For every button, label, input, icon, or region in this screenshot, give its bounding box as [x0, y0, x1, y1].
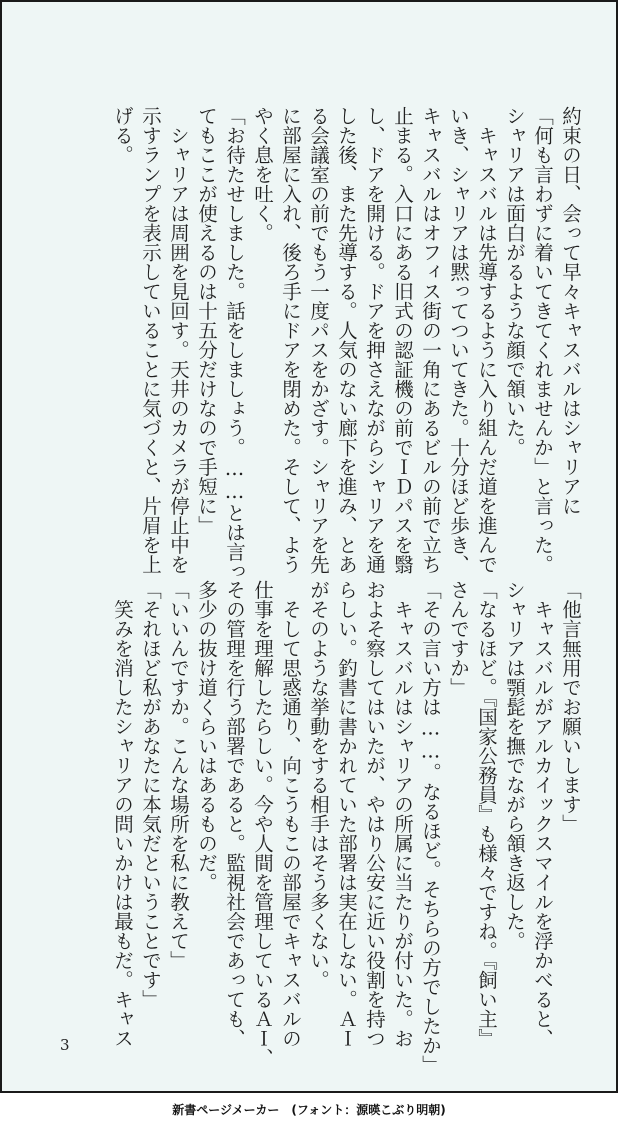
text-line: さんですか」 — [447, 580, 470, 697]
text-line: 「それほど私があなたに本気だということです」 — [139, 580, 162, 1009]
text-line: 示すランプを表示していることに気づくと、片眉を上 — [139, 106, 162, 574]
text-block-top — [108, 106, 584, 581]
text-line: キャスバルは先導するように入り組んだ道を進んで — [475, 106, 498, 574]
text-line: 多少の抜け道くらいはあるものだ。 — [195, 580, 218, 892]
text-line: 止まる。入口にある旧式の認証機の前でＩＤパスを翳 — [391, 106, 414, 574]
text-line: 「お待たせしました。話をしましょう。……とは言っ — [223, 106, 246, 581]
footer-caption: 新書ページメーカー (フォント：源暎こぶり明朝) — [172, 1103, 446, 1117]
text-line: シャリアは面白がるような顔で頷いた。 — [503, 106, 526, 457]
text-line: し、ドアを開ける。ドアを押さえながらシャリアを通 — [363, 106, 386, 574]
text-line: てもここが使えるのは十五分だけなので手短に」 — [195, 106, 218, 535]
text-line: シャリアは顎髭を撫でながら頷き返した。 — [503, 580, 526, 951]
text-line: その管理を行う部署であると。監視社会であっても、 — [223, 580, 246, 1048]
text-line: 「いいんですか。こんな場所を私に教えて」 — [167, 580, 190, 970]
text-line: らしい。釣書に書かれていた部署は実在しない。ＡＩ — [335, 580, 358, 1048]
text-line: およそ察してはいたが、やはり公安に近い役割を持つ — [363, 580, 386, 1048]
text-block-bottom — [108, 580, 584, 1075]
text-line: した後、また先導する。人気のない廊下を進み、とあ — [335, 106, 358, 574]
text-line: いき、シャリアは黙ってついてきた。十分ほど歩き、 — [447, 106, 470, 574]
text-line: 「他言無用でお願いします」 — [559, 580, 582, 834]
text-line: げる。 — [111, 106, 134, 165]
text-line: キャスバルはシャリアの所属に当たりが付いた。お — [391, 580, 414, 1048]
text-line: 「何も言わずに着いてきてくれませんか」と言った。 — [531, 106, 554, 574]
text-line: 「なるほど。『国家公務員』も様々ですね。『飼い主』 — [475, 580, 498, 1048]
page-number: 3 — [60, 1036, 70, 1054]
text-line: 笑みを消したシャリアの問いかけは最もだ。キャス — [111, 580, 134, 1048]
text-line: キャスバルがアルカイックスマイルを浮かべると、 — [531, 580, 554, 1048]
text-line: キャスバルはオフィス街の一角にあるビルの前で立ち — [419, 106, 442, 574]
text-line: 仕事を理解したらしい。今や人間を管理しているＡＩ、 — [251, 580, 274, 1068]
text-line: そして思惑通り、向こうもこの部屋でキャスバルの — [279, 580, 302, 1048]
text-line: に部屋に入れ、後ろ手にドアを閉めた。そして、よう — [279, 106, 302, 574]
text-line: る会議室の前でもう一度パスをかざす。シャリアを先 — [307, 106, 330, 574]
text-line: シャリアは周囲を見回す。天井のカメラが停止中を — [167, 106, 190, 574]
text-line: がそのような挙動をする相手はそう多くない。 — [307, 580, 330, 990]
text-line: 約束の日、会って早々キャスバルはシャリアに — [559, 106, 582, 516]
text-line: やく息を吐く。 — [251, 106, 274, 243]
text-line: 「その言い方は……。なるほど。そちらの方でしたか」 — [419, 580, 442, 1075]
